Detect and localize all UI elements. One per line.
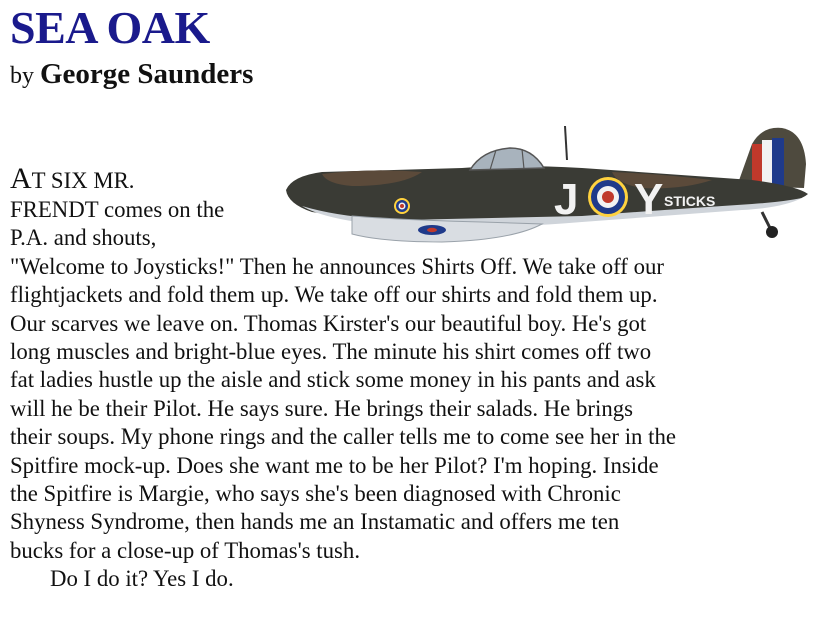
author-name: George Saunders xyxy=(40,58,254,90)
story-line: Shyness Syndrome, then hands me an Instamatic and offers me ten xyxy=(10,509,620,535)
opening-smallcaps: T SIX MR. xyxy=(31,168,135,193)
drop-cap: A xyxy=(10,162,32,195)
story-line: fat ladies hustle up the aisle and stick some money in his pants and ask xyxy=(10,367,656,393)
story-line: their soups. My phone rings and the caller tells me to come see her in the xyxy=(10,424,676,450)
story-line: Spitfire mock-up. Does she want me to be her Pilot? I'm hoping. Inside xyxy=(10,452,659,478)
byline xyxy=(10,58,253,92)
fuselage-lettering-sticks: STICKS xyxy=(664,193,716,209)
byline-prefix: by xyxy=(10,63,34,89)
story-line: bucks for a close-up of Thomas's tush. xyxy=(10,537,361,563)
story-line: P.A. and shouts, xyxy=(10,225,157,251)
fuselage-letter-j: J xyxy=(554,175,579,224)
story-line: flightjackets and fold them up. We take off our shirts and fold them up. xyxy=(10,282,658,308)
story-opening xyxy=(10,158,816,196)
story-line: Our scarves we leave on. Thomas Kirster's our beautiful boy. He's got xyxy=(10,310,647,336)
story-line: FRENDT comes on the xyxy=(10,197,225,222)
story-title: SEA OAK xyxy=(10,2,210,53)
story-line: will he be their Pilot. He says sure. He brings their salads. He brings xyxy=(10,395,633,421)
story-line: long muscles and bright-blue eyes. The minute his shirt comes off two xyxy=(10,339,652,365)
story-line: "Welcome to Joysticks!" Then he announces Shirts Off. We take off our xyxy=(10,253,664,279)
story-second-paragraph: Do I do it? Yes I do. xyxy=(50,566,234,592)
fuselage-letter-y: Y xyxy=(634,175,664,224)
antenna xyxy=(565,126,567,160)
story-body xyxy=(10,158,816,594)
story-line: the Spitfire is Margie, who says she's been diagnosed with Chronic xyxy=(10,481,621,507)
